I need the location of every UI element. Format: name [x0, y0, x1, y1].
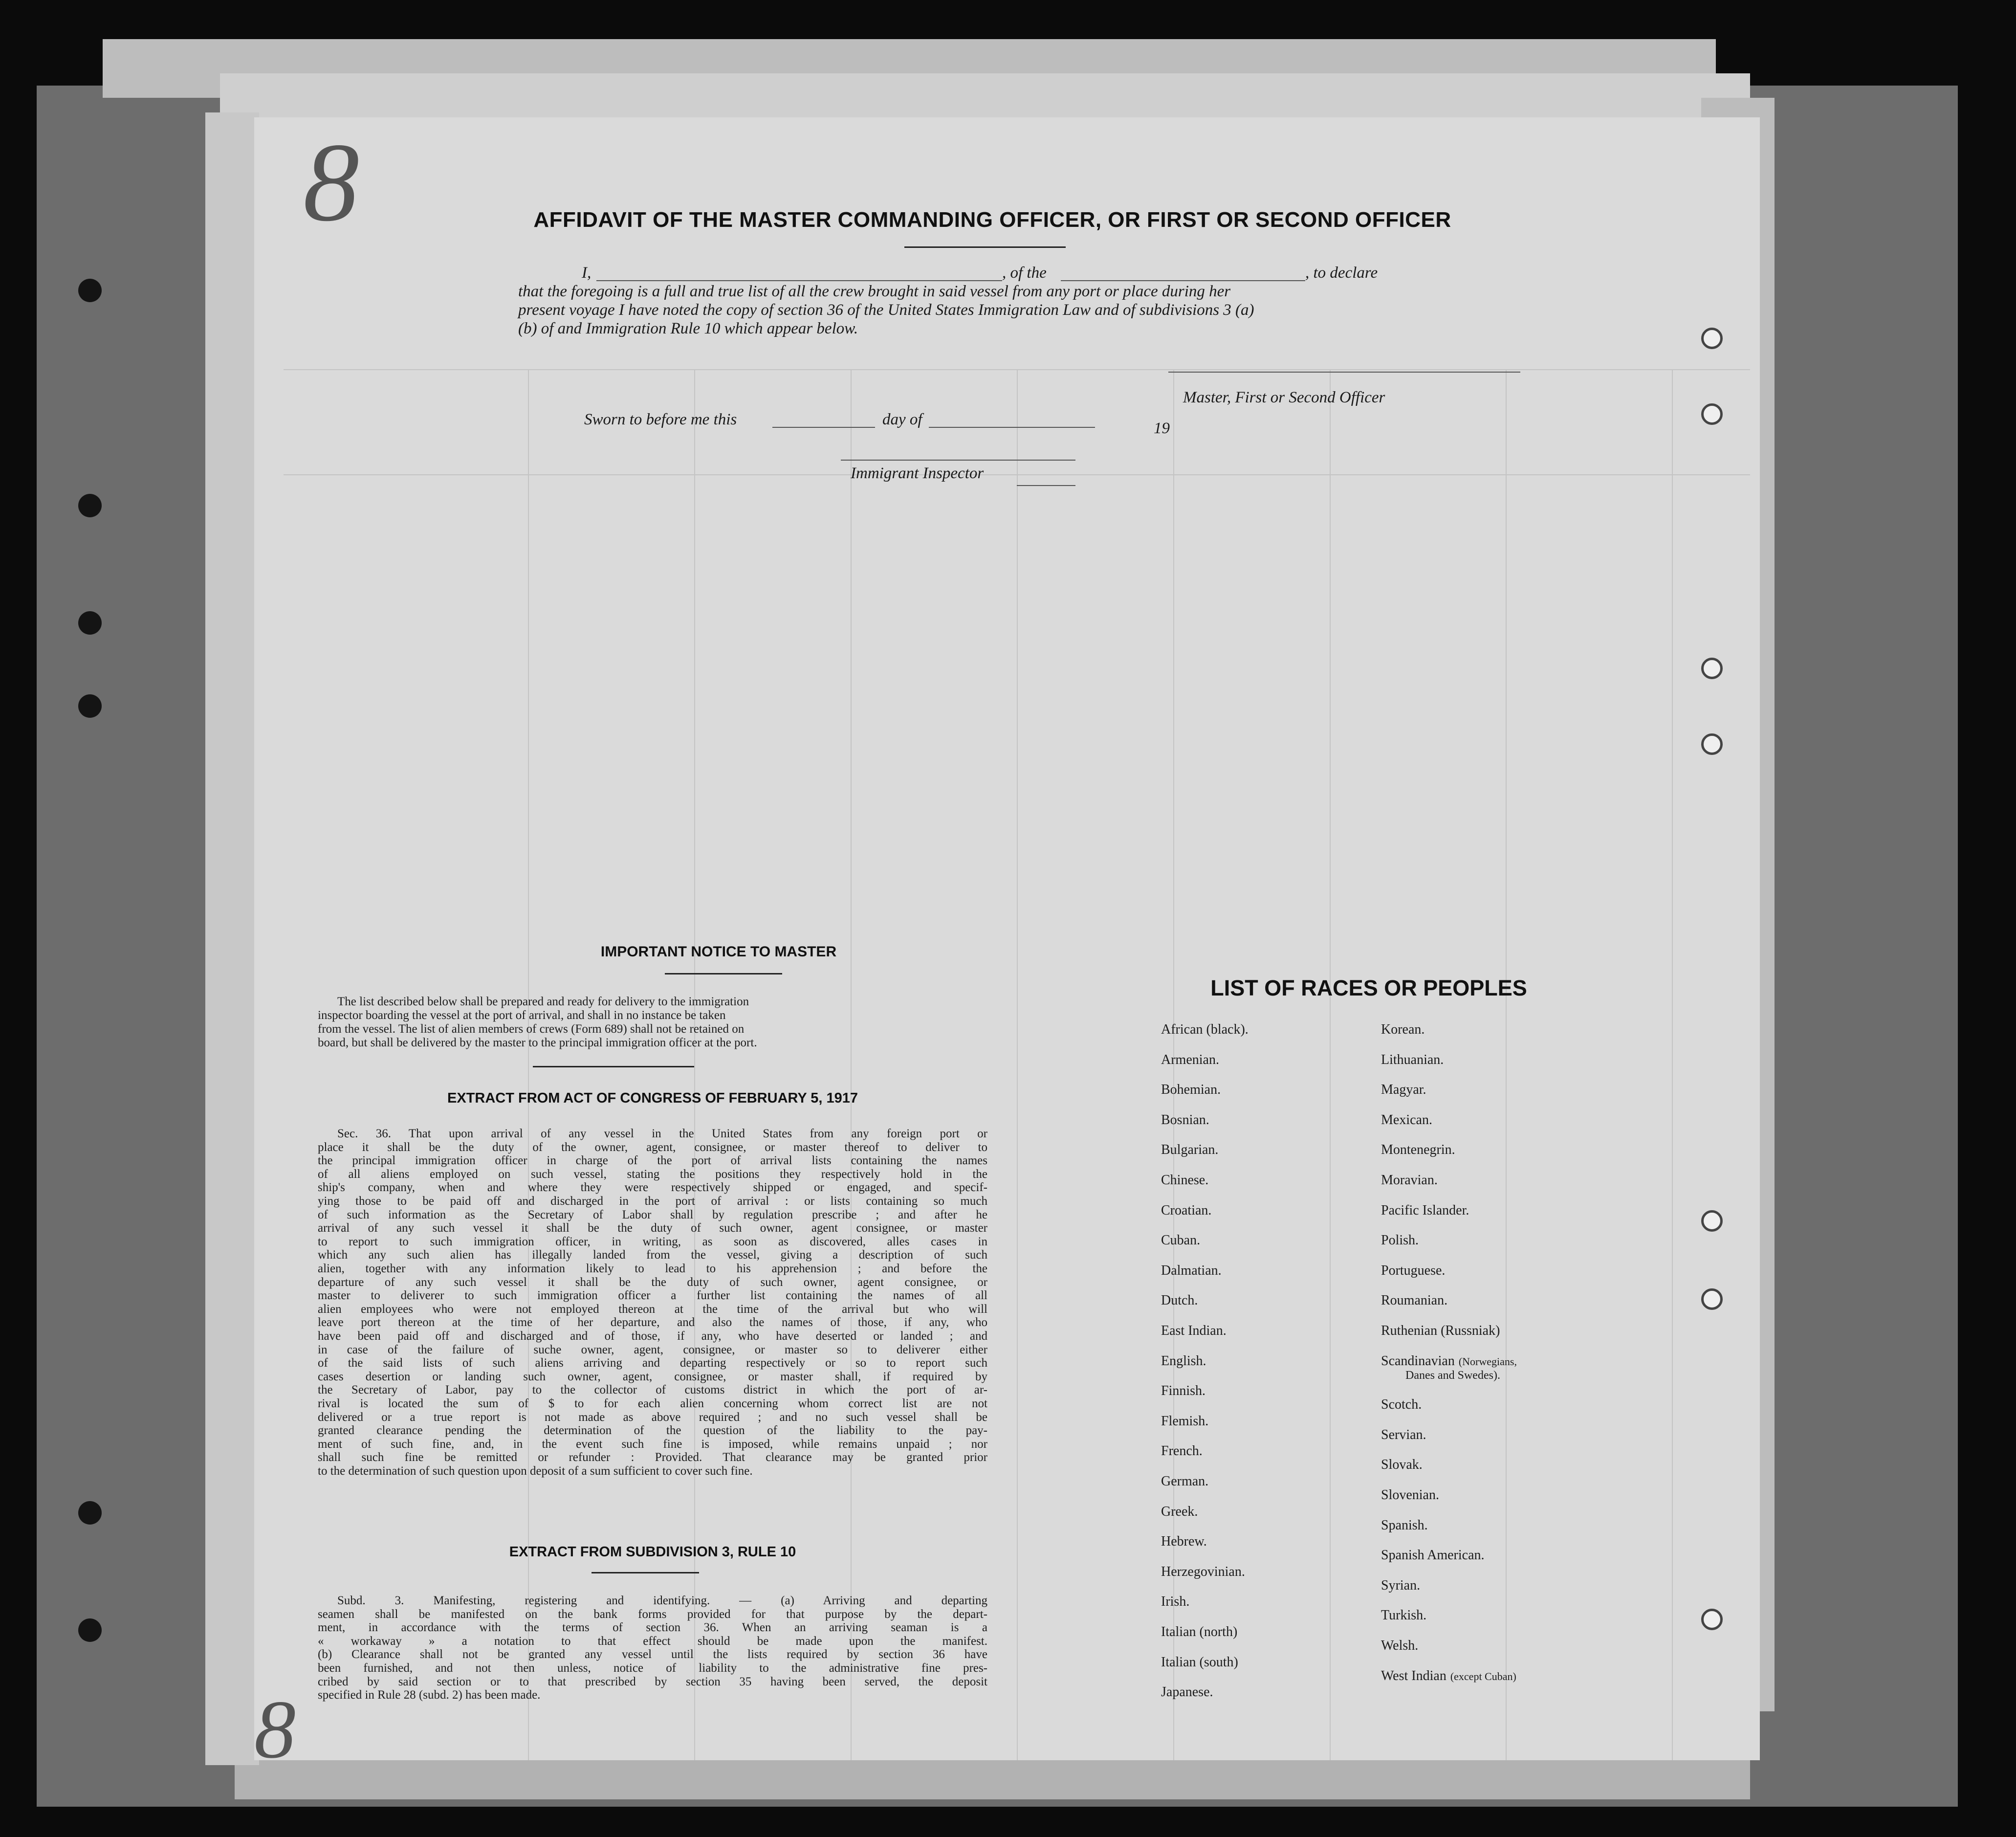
title-rule	[904, 246, 1066, 248]
race-item	[1381, 1263, 1445, 1279]
race-label: English.	[1161, 1353, 1206, 1369]
race-label: Italian (south)	[1161, 1654, 1238, 1670]
text-line: granted clearance pending the determination of the question of the liability to the pay-	[318, 1424, 987, 1438]
binder-hole	[1701, 403, 1723, 425]
race-item	[1161, 1474, 1208, 1489]
race-label: Flemish.	[1161, 1413, 1209, 1429]
race-label: Slovenian.	[1381, 1487, 1439, 1503]
race-item	[1161, 1173, 1208, 1188]
text-line: alien, together with any information likely to lead to his apprehension ; and before the	[318, 1262, 987, 1275]
race-label: Montenegrin.	[1381, 1142, 1455, 1158]
text-line: cases desertion or landing such owner, agent, consignee, or master shall, if required by	[318, 1370, 987, 1383]
page-left-edge	[205, 112, 259, 1765]
race-item	[1161, 1293, 1198, 1308]
text-line: have been paid off and discharged and of those, if any, who have deserted or landed ; and	[318, 1329, 987, 1343]
race-item	[1381, 1548, 1485, 1563]
race-item	[1161, 1142, 1218, 1158]
race-label: Bosnian.	[1161, 1112, 1209, 1128]
race-label: Mexican.	[1381, 1112, 1432, 1128]
race-item	[1381, 1203, 1469, 1218]
bleed-through-rule	[1672, 369, 1673, 1760]
race-item	[1381, 1578, 1420, 1594]
binder-hole	[1701, 658, 1723, 679]
race-item	[1161, 1022, 1249, 1038]
race-item	[1161, 1594, 1189, 1610]
race-label: Scandinavian	[1381, 1353, 1455, 1369]
text-line: the principal immigration officer in charge of the port of arrival lists containing the names	[318, 1154, 987, 1168]
race-label: Syrian.	[1381, 1577, 1421, 1593]
race-label: Lithuanian.	[1381, 1052, 1444, 1067]
text-line: arrival of any such vessel it shall be the duty of such owner, agent consignee, or master	[318, 1221, 987, 1235]
race-label: Dutch.	[1161, 1293, 1198, 1308]
page-number-bottom: 8	[254, 1683, 296, 1760]
race-item	[1381, 1233, 1419, 1248]
text-line: of the said lists of such aliens arriving and departing respectively or so to report such	[318, 1356, 987, 1370]
races-title: LIST OF RACES OR PEOPLES	[1210, 975, 1527, 1000]
text-line: delivered or a true report is not made as above required ; and no such vessel shall be	[318, 1410, 987, 1424]
affidavit-body-line3: present voyage I have noted the copy of section 36 of the United States Immigration Law and of subdivisions 3 (a)	[518, 301, 1254, 319]
punch-hole	[78, 494, 102, 517]
sworn-day-blank	[772, 427, 875, 428]
binder-hole	[1701, 1210, 1723, 1232]
race-label: East Indian.	[1161, 1323, 1227, 1338]
text-line: cribed by said section or to that prescribed by section 35 having been served, the deposit	[318, 1675, 987, 1688]
race-item	[1381, 1293, 1447, 1308]
signature-label: Master, First or Second Officer	[1183, 389, 1385, 406]
race-label: Servian.	[1381, 1427, 1426, 1442]
race-label: Cuban.	[1161, 1233, 1201, 1248]
race-label: Moravian.	[1381, 1173, 1438, 1188]
race-item	[1161, 1383, 1205, 1399]
text-line: Subd. 3. Manifesting, registering and identifying. — (a) Arriving and departing	[337, 1594, 987, 1607]
text-line: « workaway » a notation to that effect should be made upon the manifest.	[318, 1634, 987, 1648]
race-item	[1161, 1624, 1237, 1640]
race-label: Bulgarian.	[1161, 1142, 1219, 1158]
race-label: Armenian.	[1161, 1052, 1219, 1067]
race-item	[1381, 1668, 1516, 1684]
race-item	[1161, 1082, 1221, 1098]
race-item	[1381, 1487, 1439, 1503]
race-item	[1161, 1203, 1211, 1218]
race-note: (except Cuban)	[1450, 1670, 1516, 1682]
inspector-label: Immigrant Inspector	[851, 465, 984, 482]
text-line: ship's company, when and where they were respectively shipped or engaged, and specif-	[318, 1181, 987, 1195]
affidavit-page	[254, 117, 1760, 1760]
race-label: Spanish.	[1381, 1517, 1428, 1533]
race-item	[1381, 1142, 1455, 1158]
race-label: Japanese.	[1161, 1684, 1213, 1700]
race-note: Danes and Swedes).	[1405, 1369, 1500, 1382]
notice-end-rule	[533, 1066, 694, 1067]
day-of-label: day of	[882, 411, 922, 428]
signature-blank	[1168, 372, 1520, 373]
text-line: ying those to be paid off and discharged in the port of arrival : or lists containing so much	[318, 1195, 987, 1208]
race-label: Italian (north)	[1161, 1624, 1238, 1639]
race-label: Scotch.	[1381, 1397, 1422, 1413]
notice-line: from the vessel. The list of alien members of crews (Form 689) shall not be retained on	[318, 1022, 745, 1036]
race-label: German.	[1161, 1474, 1209, 1489]
race-label: Polish.	[1381, 1233, 1419, 1248]
race-item	[1381, 1323, 1500, 1339]
race-item	[1381, 1457, 1423, 1473]
race-item	[1161, 1263, 1222, 1279]
name-blank	[596, 280, 1002, 281]
text-line: which any such alien has illegally landed from the vessel, giving a description of such	[318, 1248, 987, 1262]
text-line: alien employees who were not employed thereon at the time of the arrival but who will	[318, 1302, 987, 1316]
notice-line: inspector boarding the vessel at the port of arrival, and shall in no instance be taken	[318, 1009, 726, 1022]
text-line: to report to such immigration officer, in writing, as soon as discovered, alles cases in	[318, 1235, 987, 1248]
race-item	[1161, 1684, 1213, 1700]
text-line: ment of such fine, and, in the event such fine is imposed, while remains unpaid ; nor	[318, 1437, 987, 1451]
affidavit-body-line2: that the foregoing is a full and true list of all the crew brought in said vessel from any port or place during her	[518, 283, 1231, 300]
race-label: Finnish.	[1161, 1383, 1206, 1399]
race-label: Bohemian.	[1161, 1082, 1221, 1098]
race-label: Herzegovinian.	[1161, 1564, 1245, 1579]
affidavit-line1-of-the: , of the	[1002, 264, 1047, 282]
text-line: of all aliens employed on such vessel, stating the positions they respectively hold in the	[318, 1167, 987, 1181]
month-blank	[929, 427, 1095, 428]
punch-hole	[78, 1501, 102, 1525]
race-item	[1381, 1173, 1438, 1188]
text-line: been furnished, and not then unless, notice of liability to the administrative fine pres-	[318, 1661, 987, 1675]
text-line: (b) Clearance shall not be granted any vessel until the lists required by section 36 have	[318, 1648, 987, 1661]
page-number-top: 8	[303, 120, 359, 244]
text-line: shall such fine be remitted or refunder : Provided. That clearance may be granted prior	[318, 1451, 987, 1464]
race-item	[1381, 1082, 1426, 1098]
punch-hole	[78, 1618, 102, 1642]
text-line: of such information as the Secretary of Labor shall by regulation prescribe ; and after he	[318, 1208, 987, 1221]
binder-hole	[1701, 1288, 1723, 1310]
inspector-blank	[841, 460, 1075, 461]
text-line: departure of any such vessel it shall be the duty of such owner, agent consignee, or	[318, 1275, 987, 1289]
affidavit-title: AFFIDAVIT OF THE MASTER COMMANDING OFFICER, OR FIRST OR SECOND OFFICER	[533, 208, 1451, 232]
race-item	[1161, 1414, 1208, 1429]
affidavit-body-line4: (b) of and Immigration Rule 10 which appear below.	[518, 320, 858, 337]
notice-rule	[665, 973, 782, 974]
text-line: ment, in accordance with the terms of section 36. When an arriving seaman is a	[318, 1621, 987, 1635]
race-item	[1381, 1397, 1422, 1413]
race-item	[1381, 1608, 1426, 1623]
race-label: Ruthenian (Russniak)	[1381, 1323, 1500, 1338]
race-item	[1381, 1518, 1428, 1533]
inspector-underline	[1017, 485, 1075, 486]
race-item	[1161, 1052, 1219, 1068]
race-item	[1161, 1504, 1198, 1520]
race-label: Pacific Islander.	[1381, 1202, 1469, 1218]
race-item	[1161, 1564, 1245, 1580]
race-item	[1381, 1052, 1444, 1068]
race-label: Dalmatian.	[1161, 1262, 1222, 1278]
affidavit-line1-i: I,	[582, 264, 592, 282]
race-item	[1161, 1534, 1207, 1549]
notice-line: The list described below shall be prepared and ready for delivery to the immigration	[337, 995, 749, 1008]
rule-title-rule	[592, 1572, 699, 1573]
race-label: Roumanian.	[1381, 1293, 1448, 1308]
text-line: Sec. 36. That upon arrival of any vessel in the United States from any foreign port or	[337, 1127, 987, 1140]
act-title: EXTRACT FROM ACT OF CONGRESS OF FEBRUARY 5, 1917	[447, 1090, 858, 1106]
text-line: to the determination of such question upon deposit of a sum sufficient to cover such fine.	[318, 1464, 753, 1478]
race-item	[1161, 1443, 1203, 1459]
race-item	[1381, 1022, 1424, 1038]
sworn-label: Sworn to before me this	[584, 411, 737, 428]
race-label: Croatian.	[1161, 1202, 1212, 1218]
race-note: (Norwegians,	[1458, 1355, 1517, 1368]
text-line: place it shall be the duty of the owner, agent, consignee, or master thereof to deliver to	[318, 1140, 987, 1154]
race-label: West Indian	[1381, 1668, 1446, 1683]
race-item	[1381, 1353, 1517, 1382]
punch-hole	[78, 611, 102, 635]
race-label: Irish.	[1161, 1594, 1190, 1610]
text-line: rival is located the sum of $ to for each alien concerning whom correct list are not	[318, 1397, 987, 1410]
punch-hole	[78, 279, 102, 302]
race-label: Greek.	[1161, 1504, 1198, 1519]
race-label: Chinese.	[1161, 1173, 1209, 1188]
race-label: Magyar.	[1381, 1082, 1426, 1098]
notice-line: board, but shall be delivered by the master to the principal immigration officer at the port.	[318, 1036, 757, 1049]
binder-hole	[1701, 733, 1723, 755]
race-item	[1381, 1112, 1432, 1128]
bleed-through-rule	[1330, 369, 1331, 1760]
affidavit-line1-to-declare: , to declare	[1305, 264, 1378, 282]
binder-hole	[1701, 328, 1723, 349]
race-label: Hebrew.	[1161, 1534, 1207, 1549]
bleed-through-rule	[1506, 369, 1507, 1760]
race-item	[1381, 1638, 1418, 1654]
binder-hole	[1701, 1609, 1723, 1630]
race-item	[1381, 1427, 1426, 1443]
text-line: leave port thereon at the time of her departure, and also the names of those, if any, who	[318, 1316, 987, 1329]
vessel-blank	[1061, 280, 1305, 281]
race-label: African (black).	[1161, 1022, 1249, 1037]
text-line: master to deliverer to such immigration officer a further list containing the names of all	[318, 1289, 987, 1303]
race-item	[1161, 1233, 1200, 1248]
text-line: the Secretary of Labor, pay to the collector of customs district in which the port of ar-	[318, 1383, 987, 1397]
race-label: Portuguese.	[1381, 1262, 1446, 1278]
punch-hole	[78, 694, 102, 718]
text-line: in case of the failure of suche owner, agent, consignee, or master so to deliverer either	[318, 1343, 987, 1356]
race-label: Turkish.	[1381, 1608, 1427, 1623]
race-label: Spanish American.	[1381, 1548, 1485, 1563]
race-item	[1161, 1112, 1209, 1128]
rule-title: EXTRACT FROM SUBDIVISION 3, RULE 10	[509, 1544, 796, 1560]
race-label: French.	[1161, 1443, 1203, 1459]
year-label: 19	[1154, 420, 1170, 437]
race-item	[1161, 1353, 1206, 1369]
race-label: Welsh.	[1381, 1638, 1419, 1653]
race-label: Slovak.	[1381, 1457, 1423, 1473]
race-item	[1161, 1655, 1238, 1670]
text-line: specified in Rule 28 (subd. 2) has been made.	[318, 1688, 541, 1702]
race-label: Korean.	[1381, 1022, 1425, 1037]
text-line: seamen shall be manifested on the bank forms provided for that purpose by the depart-	[318, 1607, 987, 1621]
bleed-through-rule	[1017, 369, 1018, 1760]
notice-title: IMPORTANT NOTICE TO MASTER	[600, 944, 837, 960]
race-item	[1161, 1323, 1227, 1339]
